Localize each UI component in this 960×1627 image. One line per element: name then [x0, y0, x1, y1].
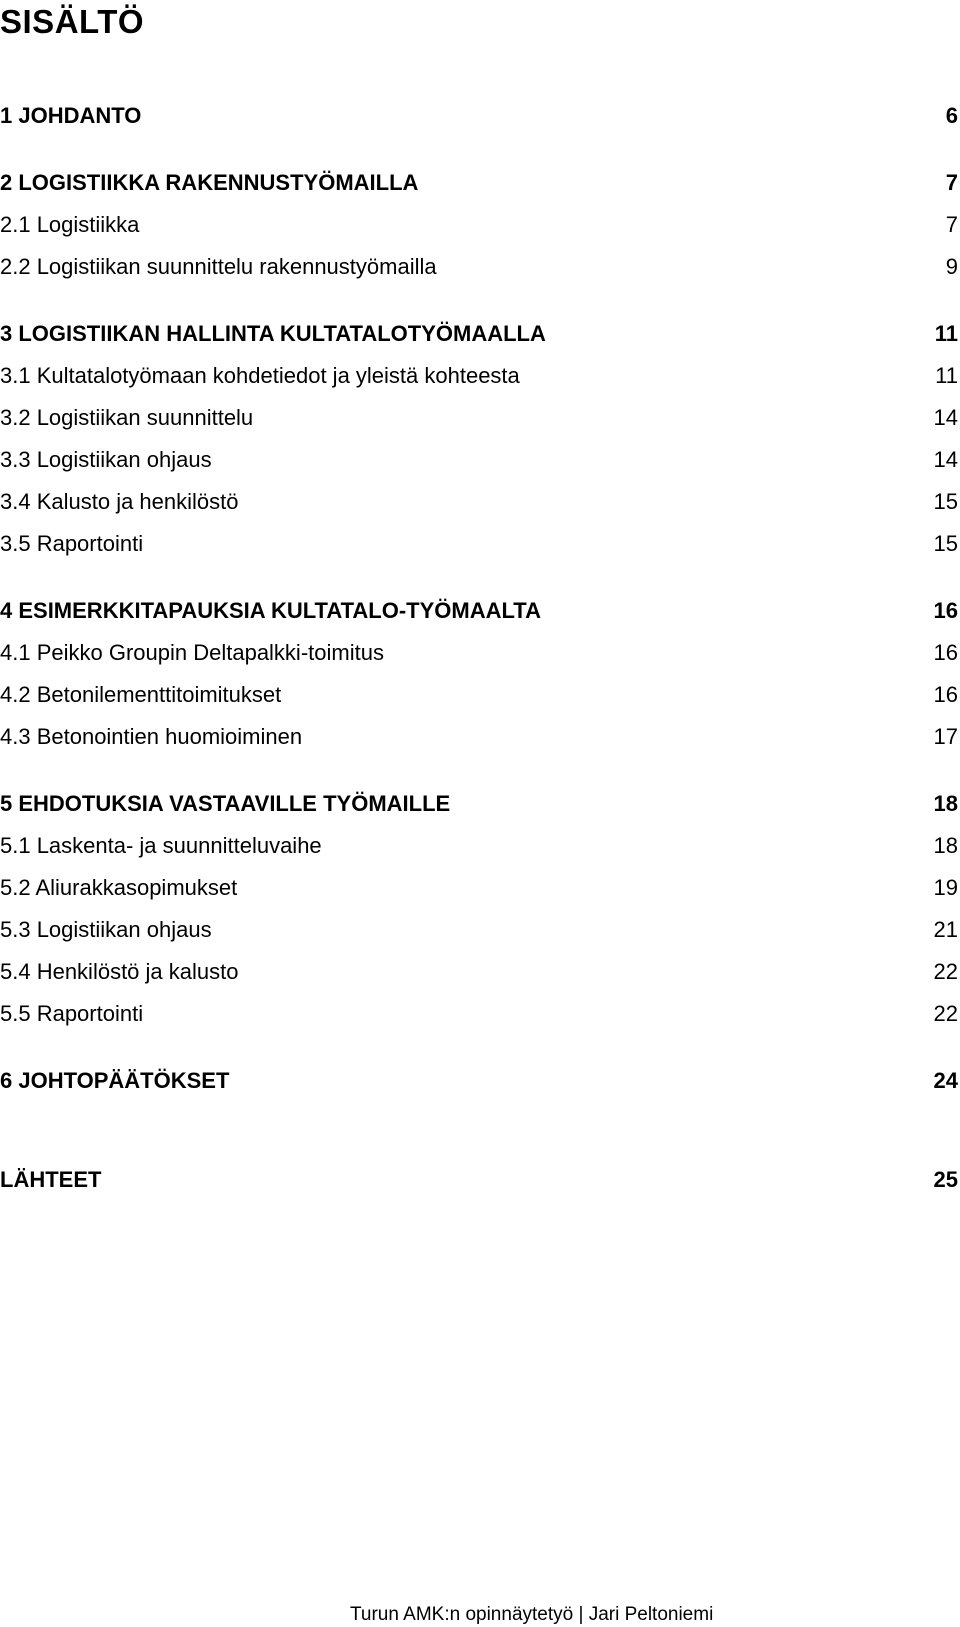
toc-label: 4 ESIMERKKITAPAUKSIA KULTATALO-TYÖMAALTA	[0, 598, 541, 623]
toc-label: 2 LOGISTIIKKA RAKENNUSTYÖMAILLA	[0, 170, 419, 195]
toc-chapter-2[interactable]	[0, 167, 958, 199]
toc-page-number: 24	[933, 1068, 958, 1093]
toc-section-4-3[interactable]	[0, 721, 958, 753]
toc-section-3-2[interactable]	[0, 402, 958, 434]
toc-label: 5.1 Laskenta- ja suunnitteluvaihe	[0, 833, 322, 858]
toc-label: 5.3 Logistiikan ohjaus	[0, 917, 212, 942]
toc-page-number: 7	[945, 170, 958, 195]
toc-section-3-5[interactable]	[0, 528, 958, 560]
toc-label: 3.3 Logistiikan ohjaus	[0, 447, 212, 472]
toc-page-number: 16	[933, 682, 958, 707]
toc-page-number: 16	[933, 598, 958, 623]
toc-label: 5.4 Henkilöstö ja kalusto	[0, 959, 239, 984]
toc-label: 5 EHDOTUKSIA VASTAAVILLE TYÖMAILLE	[0, 791, 451, 816]
toc-page-number: 6	[945, 103, 958, 128]
toc-page-number: 14	[933, 405, 958, 430]
toc-section-3-3[interactable]	[0, 444, 958, 476]
toc-page-number: 21	[933, 917, 958, 942]
toc-section-5-2[interactable]	[0, 872, 958, 904]
toc-section-5-4[interactable]	[0, 956, 958, 988]
toc-section-2-2[interactable]	[0, 251, 958, 283]
toc-page-number: 11	[935, 363, 958, 388]
toc-label: 5.5 Raportointi	[0, 1001, 144, 1026]
toc-label: 3 LOGISTIIKAN HALLINTA KULTATALOTYÖMAALLA	[0, 321, 546, 346]
toc-page-number: 18	[933, 791, 958, 816]
toc-label: 1 JOHDANTO	[0, 103, 142, 128]
toc-section-3-4[interactable]	[0, 486, 958, 518]
toc-section-5-5[interactable]	[0, 998, 958, 1030]
toc-label: 4.1 Peikko Groupin Deltapalkki-toimitus	[0, 640, 384, 665]
toc-page-number: 15	[933, 531, 958, 556]
toc-section-4-2[interactable]	[0, 679, 958, 711]
toc-page-number: 7	[945, 212, 958, 237]
toc-chapter-1[interactable]	[0, 100, 958, 132]
toc-label: 3.2 Logistiikan suunnittelu	[0, 405, 254, 430]
toc-page-number: 18	[933, 833, 958, 858]
toc-label: 3.4 Kalusto ja henkilöstö	[0, 489, 239, 514]
toc-label: 5.2 Aliurakkasopimukset	[0, 875, 238, 900]
toc-label: 2.2 Logistiikan suunnittelu rakennustyömailla	[0, 254, 437, 279]
page-footer: Turun AMK:n opinnäytetyö | Jari Peltoniemi	[350, 1604, 714, 1625]
toc-section-5-1[interactable]	[0, 830, 958, 862]
toc-section-4-1[interactable]	[0, 637, 958, 669]
toc-page-number: 22	[933, 959, 958, 984]
toc-label: 2.1 Logistiikka	[0, 212, 140, 237]
toc-page-number: 11	[934, 321, 958, 346]
toc-label: LÄHTEET	[0, 1167, 102, 1192]
toc-page-number: 19	[933, 875, 958, 900]
toc-page-number: 16	[933, 640, 958, 665]
toc-page-number: 9	[945, 254, 958, 279]
page-title: SISÄLTÖ	[0, 3, 145, 40]
toc-section-2-1[interactable]	[0, 209, 958, 241]
toc-references[interactable]	[0, 1164, 958, 1196]
toc-page-number: 14	[933, 447, 958, 472]
toc-section-5-3[interactable]	[0, 914, 958, 946]
toc-label: 4.2 Betonilementtitoimitukset	[0, 682, 282, 707]
toc-page-number: 25	[933, 1167, 958, 1192]
toc-section-3-1[interactable]	[0, 360, 958, 392]
toc-label: 4.3 Betonointien huomioiminen	[0, 724, 303, 749]
toc-label: 6 JOHTOPÄÄTÖKSET	[0, 1068, 230, 1093]
toc-label: 3.5 Raportointi	[0, 531, 144, 556]
toc-chapter-4[interactable]	[0, 595, 958, 627]
toc-chapter-5[interactable]	[0, 788, 958, 820]
toc-label: 3.1 Kultatalotyömaan kohdetiedot ja yleistä kohteesta	[0, 363, 520, 388]
toc-chapter-6[interactable]	[0, 1065, 958, 1097]
toc-page-number: 22	[933, 1001, 958, 1026]
toc-chapter-3[interactable]	[0, 318, 958, 350]
toc-page-number: 17	[933, 724, 958, 749]
toc-page-number: 15	[933, 489, 958, 514]
